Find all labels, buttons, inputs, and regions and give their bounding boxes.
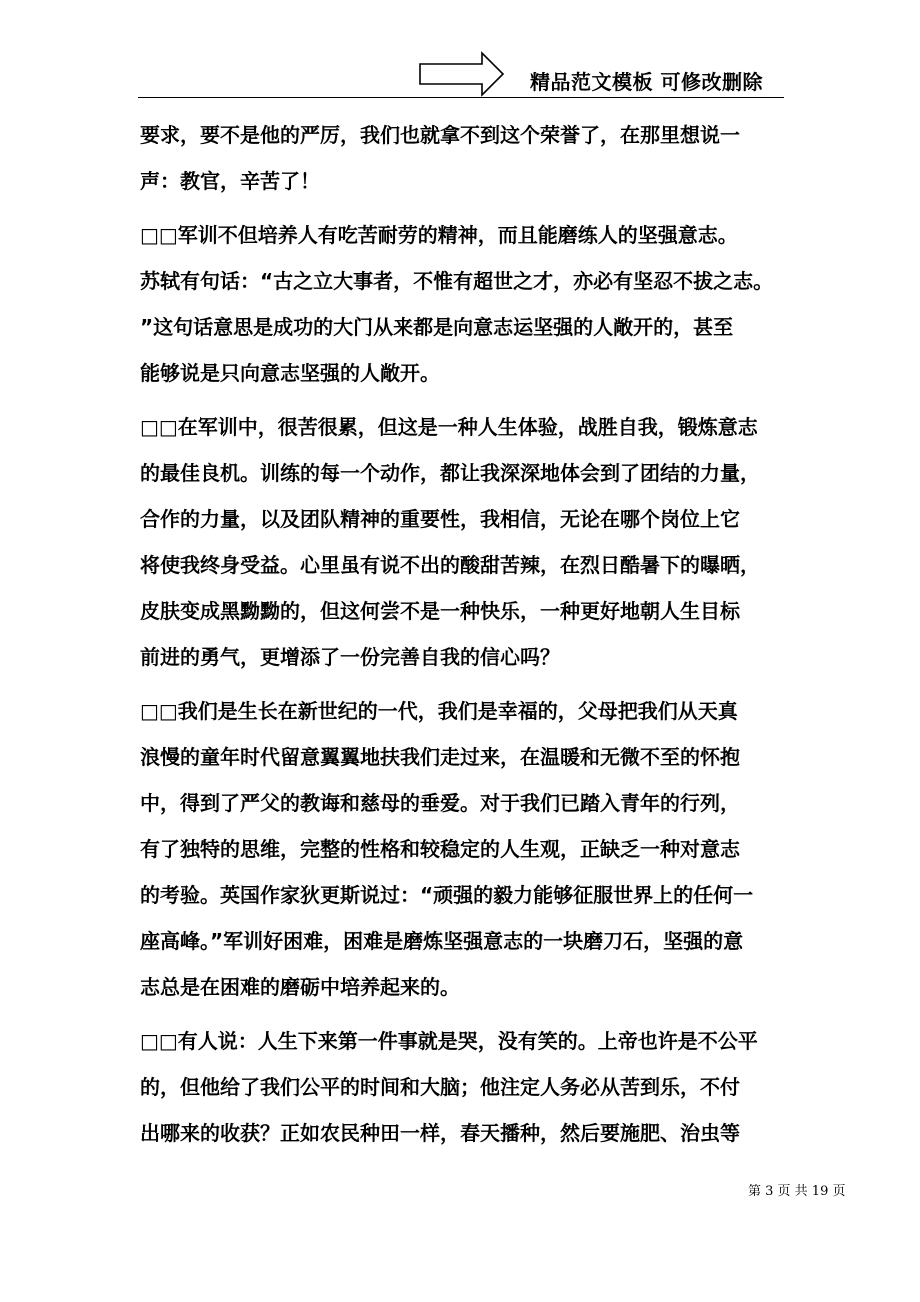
text-line: 将使我终身受益。心里虽有说不出的酸甜苦辣，在烈日酷暑下的曝晒， <box>140 553 760 577</box>
header-title: 精品范文模板 可修改删除 <box>530 70 763 94</box>
text-line: 的，但他给了我们公平的时间和大脑；他注定人务必从苦到乐，不付 <box>140 1075 740 1099</box>
paragraph <box>140 212 790 396</box>
text-line: 能够说是只向意志坚强的人敞开。 <box>140 361 440 385</box>
page-number: 第 3 页 共 19 页 <box>748 1184 846 1199</box>
text-line: 声：教官，辛苦了！ <box>140 169 320 193</box>
header-rule <box>138 97 784 98</box>
page-header <box>0 0 920 100</box>
text-line: 要求，要不是他的严厉，我们也就拿不到这个荣誉了，在那里想说一 <box>140 123 740 147</box>
text-line: 浪慢的童年时代留意翼翼地扶我们走过来，在温暖和无微不至的怀抱 <box>140 745 740 769</box>
text-line: 出哪来的收获？正如农民种田一样，春天播种，然后要施肥、治虫等 <box>140 1121 740 1145</box>
text-line: 的考验。英国作家狄更斯说过：“顽强的毅力能够征服世界上的任何一 <box>140 883 754 907</box>
text-line: □□我们是生长在新世纪的一代，我们是幸福的，父母把我们从天真 <box>140 699 738 723</box>
text-line: 合作的力量，以及团队精神的重要性，我相信，无论在哪个岗位上它 <box>140 507 740 531</box>
paragraph <box>140 112 790 204</box>
text-line: □□军训不但培养人有吃苦耐劳的精神，而且能磨练人的坚强意志。 <box>140 223 738 247</box>
text-line: 苏轼有句话：“古之立大事者，不惟有超世之才，亦必有坚忍不拔之志。 <box>140 269 774 293</box>
text-line: 的最佳良机。训练的每一个动作，都让我深深地体会到了团结的力量， <box>140 461 760 485</box>
text-line: 皮肤变成黑黝黝的，但这何尝不是一种快乐，一种更好地朝人生目标 <box>140 599 740 623</box>
text-line: 有了独特的思维，完整的性格和较稳定的人生观，正缺乏一种对意志 <box>140 837 740 861</box>
paragraph <box>140 404 790 680</box>
right-arrow-icon <box>419 51 505 97</box>
text-line: 座高峰。”军训好困难，困难是磨炼坚强意志的一块磨刀石，坚强的意 <box>140 929 744 953</box>
paragraph <box>140 688 790 1010</box>
text-line: 志总是在困难的磨砺中培养起来的。 <box>140 975 460 999</box>
document-body <box>140 112 790 1156</box>
text-line: 前进的勇气，更增添了一份完善自我的信心吗？ <box>140 645 560 669</box>
text-line: □□在军训中，很苦很累，但这是一种人生体验，战胜自我，锻炼意志 <box>140 415 758 439</box>
text-line: ”这句话意思是成功的大门从来都是向意志运坚强的人敞开的，甚至 <box>140 315 734 339</box>
text-line: □□有人说：人生下来第一件事就是哭，没有笑的。上帝也许是不公平 <box>140 1029 758 1053</box>
text-line: 中，得到了严父的教诲和慈母的垂爱。对于我们已踏入青年的行列， <box>140 791 740 815</box>
paragraph <box>140 1018 790 1156</box>
